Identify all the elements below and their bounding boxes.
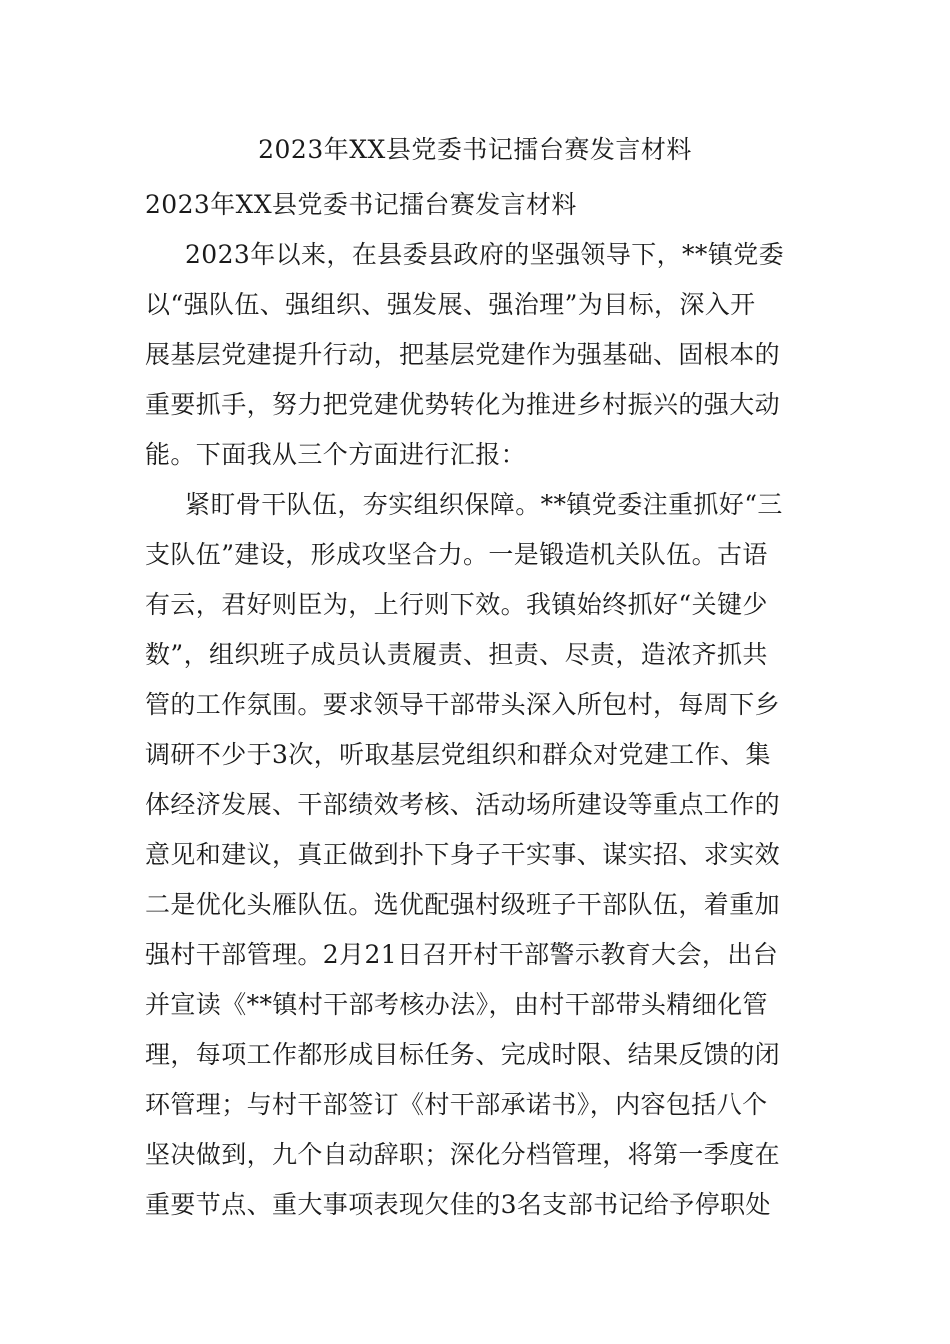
- body-line: 紧盯骨干队伍，夯实组织保障。**镇党委注重抓好“三: [185, 490, 783, 519]
- body-line: 环管理；与村干部签订《村干部承诺书》，内容包括八个: [145, 1090, 768, 1119]
- body-line: 重要节点、重大事项表现欠佳的3名支部书记给予停职处: [145, 1190, 771, 1219]
- body-line: 支队伍”建设，形成攻坚合力。一是锻造机关队伍。古语: [145, 540, 768, 569]
- body-line: 体经济发展、干部绩效考核、活动场所建设等重点工作的: [145, 790, 781, 819]
- body-line: 并宣读《**镇村干部考核办法》，由村干部带头精细化管: [145, 990, 768, 1019]
- document-title: 2023年XX县党委书记擂台赛发言材料: [258, 135, 692, 164]
- body-line: 以“强队伍、强组织、强发展、强治理”为目标，深入开: [145, 290, 756, 319]
- document-body: [145, 180, 815, 1230]
- body-line: 管的工作氛围。要求领导干部带头深入所包村，每周下乡: [145, 690, 781, 719]
- body-line: 2023年XX县党委书记擂台赛发言材料: [145, 190, 577, 219]
- body-line: 有云，君好则臣为，上行则下效。我镇始终抓好“关键少: [145, 590, 768, 619]
- body-line: 强村干部管理。2月21日召开村干部警示教育大会，出台: [145, 940, 779, 969]
- body-line: 重要抓手，努力把党建优势转化为推进乡村振兴的强大动: [145, 390, 781, 419]
- body-line: 数”，组织班子成员认责履责、担责、尽责，造浓齐抓共: [145, 640, 768, 669]
- body-line: 展基层党建提升行动，把基层党建作为强基础、固根本的: [145, 340, 781, 369]
- body-line: 能。下面我从三个方面进行汇报：: [145, 440, 527, 469]
- body-line: 坚决做到，九个自动辞职；深化分档管理，将第一季度在: [145, 1140, 781, 1169]
- body-line: 理，每项工作都形成目标任务、完成时限、结果反馈的闭: [145, 1040, 781, 1069]
- body-line: 意见和建议，真正做到扑下身子干实事、谋实招、求实效: [145, 840, 781, 869]
- body-line: 调研不少于3次，听取基层党组织和群众对党建工作、集: [145, 740, 771, 769]
- body-line: 2023年以来，在县委县政府的坚强领导下，**镇党委: [185, 240, 785, 269]
- body-line: 二是优化头雁队伍。选优配强村级班子干部队伍，着重加: [145, 890, 781, 919]
